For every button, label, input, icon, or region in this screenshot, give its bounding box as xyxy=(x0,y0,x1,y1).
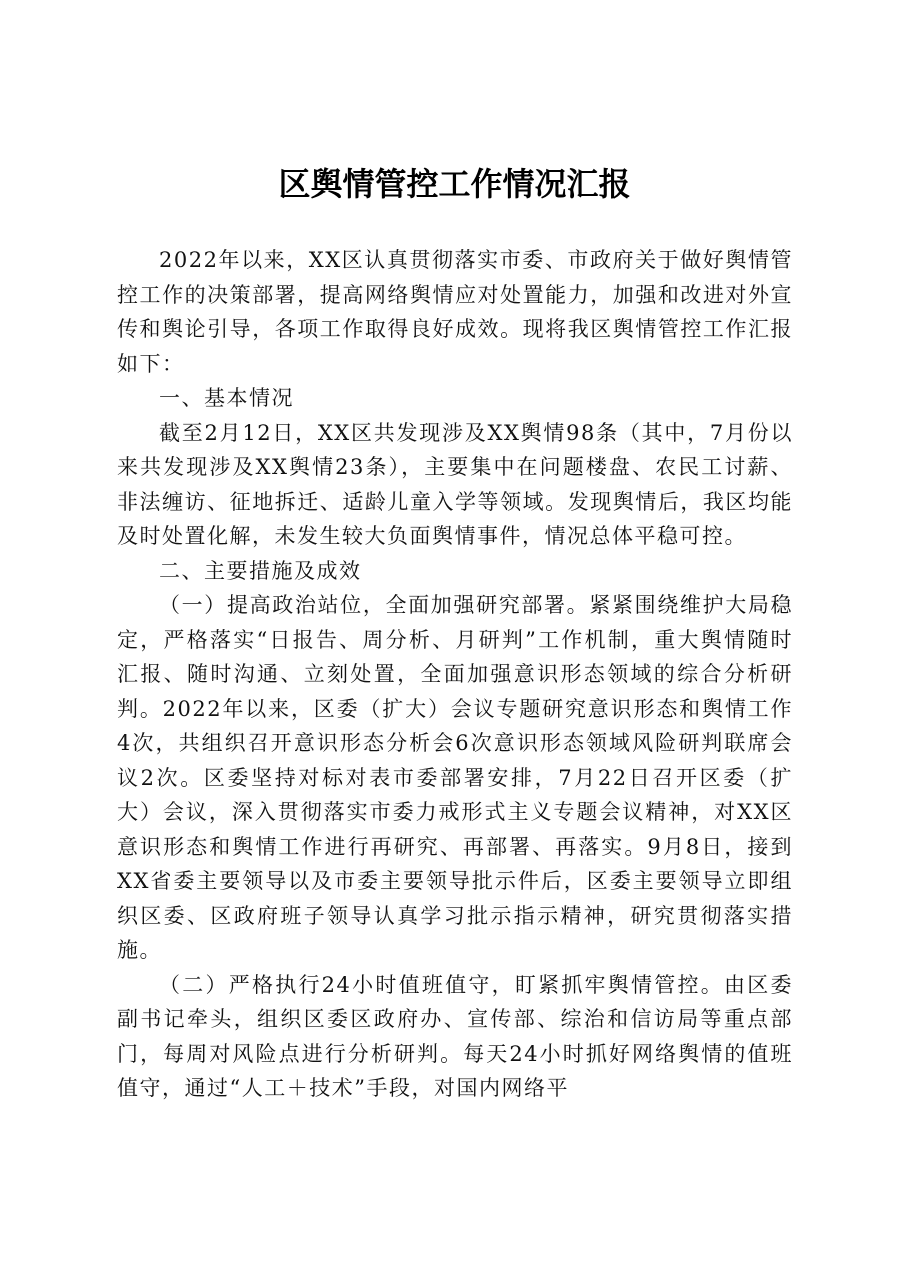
document-body xyxy=(117,243,793,1106)
document-title: 区舆情管控工作情况汇报 xyxy=(278,165,631,203)
paragraph-basic-situation: 截至2月12日，XX区共发现涉及XX舆情98条（其中，7月份以来共发现涉及XX舆情23条），主要集中在问题楼盘、农民工讨薪、非法缠访、征地拆迁、适龄儿童入学等领域。发现舆情后，我区均能及时处置化解，未发生较大负面舆情事件，情况总体平稳可控。 xyxy=(117,420,793,548)
section-heading-basic-situation: 一、基本情况 xyxy=(159,386,294,410)
paragraph-measure-1: （一）提高政治站位，全面加强研究部署。紧紧围绕维护大局稳定，严格落实“日报告、周分析、月研判”工作机制，重大舆情随时汇报、随时沟通、立刻处置，全面加强意识形态领域的综合分析研判。2022年以来，区委（扩大）会议专题研究意识形态和舆情工作4次，共组织召开意识形态分析会6次意识形态领域风险研判联席会议2次。区委坚持对标对表市委部署安排，7月22日召开区委（扩大）会议，深入贯彻落实市委力戒形式主义专题会议精神，对XX区意识形态和舆情工作进行再研究、再部署、再落实。9月8日，接到XX省委主要领导以及市委主要领导批示件后，区委主要领导立即组织区委、区政府班子领导认真学习批示指示精神，研究贯彻落实措施。 xyxy=(117,593,793,962)
section-heading-main-measures: 二、主要措施及成效 xyxy=(159,558,362,583)
paragraph-measure-2: （二）严格执行24小时值班值守，盯紧抓牢舆情管控。由区委副书记牵头，组织区委区政府办、宣传部、综治和信访局等重点部门，每周对风险点进行分析研判。每天24小时抓好网络舆情的值班值守，通过“人工＋技术”手段，对国内网络平 xyxy=(117,972,793,1100)
paragraph-intro: 2022年以来，XX区认真贯彻落实市委、市政府关于做好舆情管控工作的决策部署，提高网络舆情应对处置能力，加强和改进对外宣传和舆论引导，各项工作取得良好成效。现将我区舆情管控工作汇报如下： xyxy=(117,248,793,376)
